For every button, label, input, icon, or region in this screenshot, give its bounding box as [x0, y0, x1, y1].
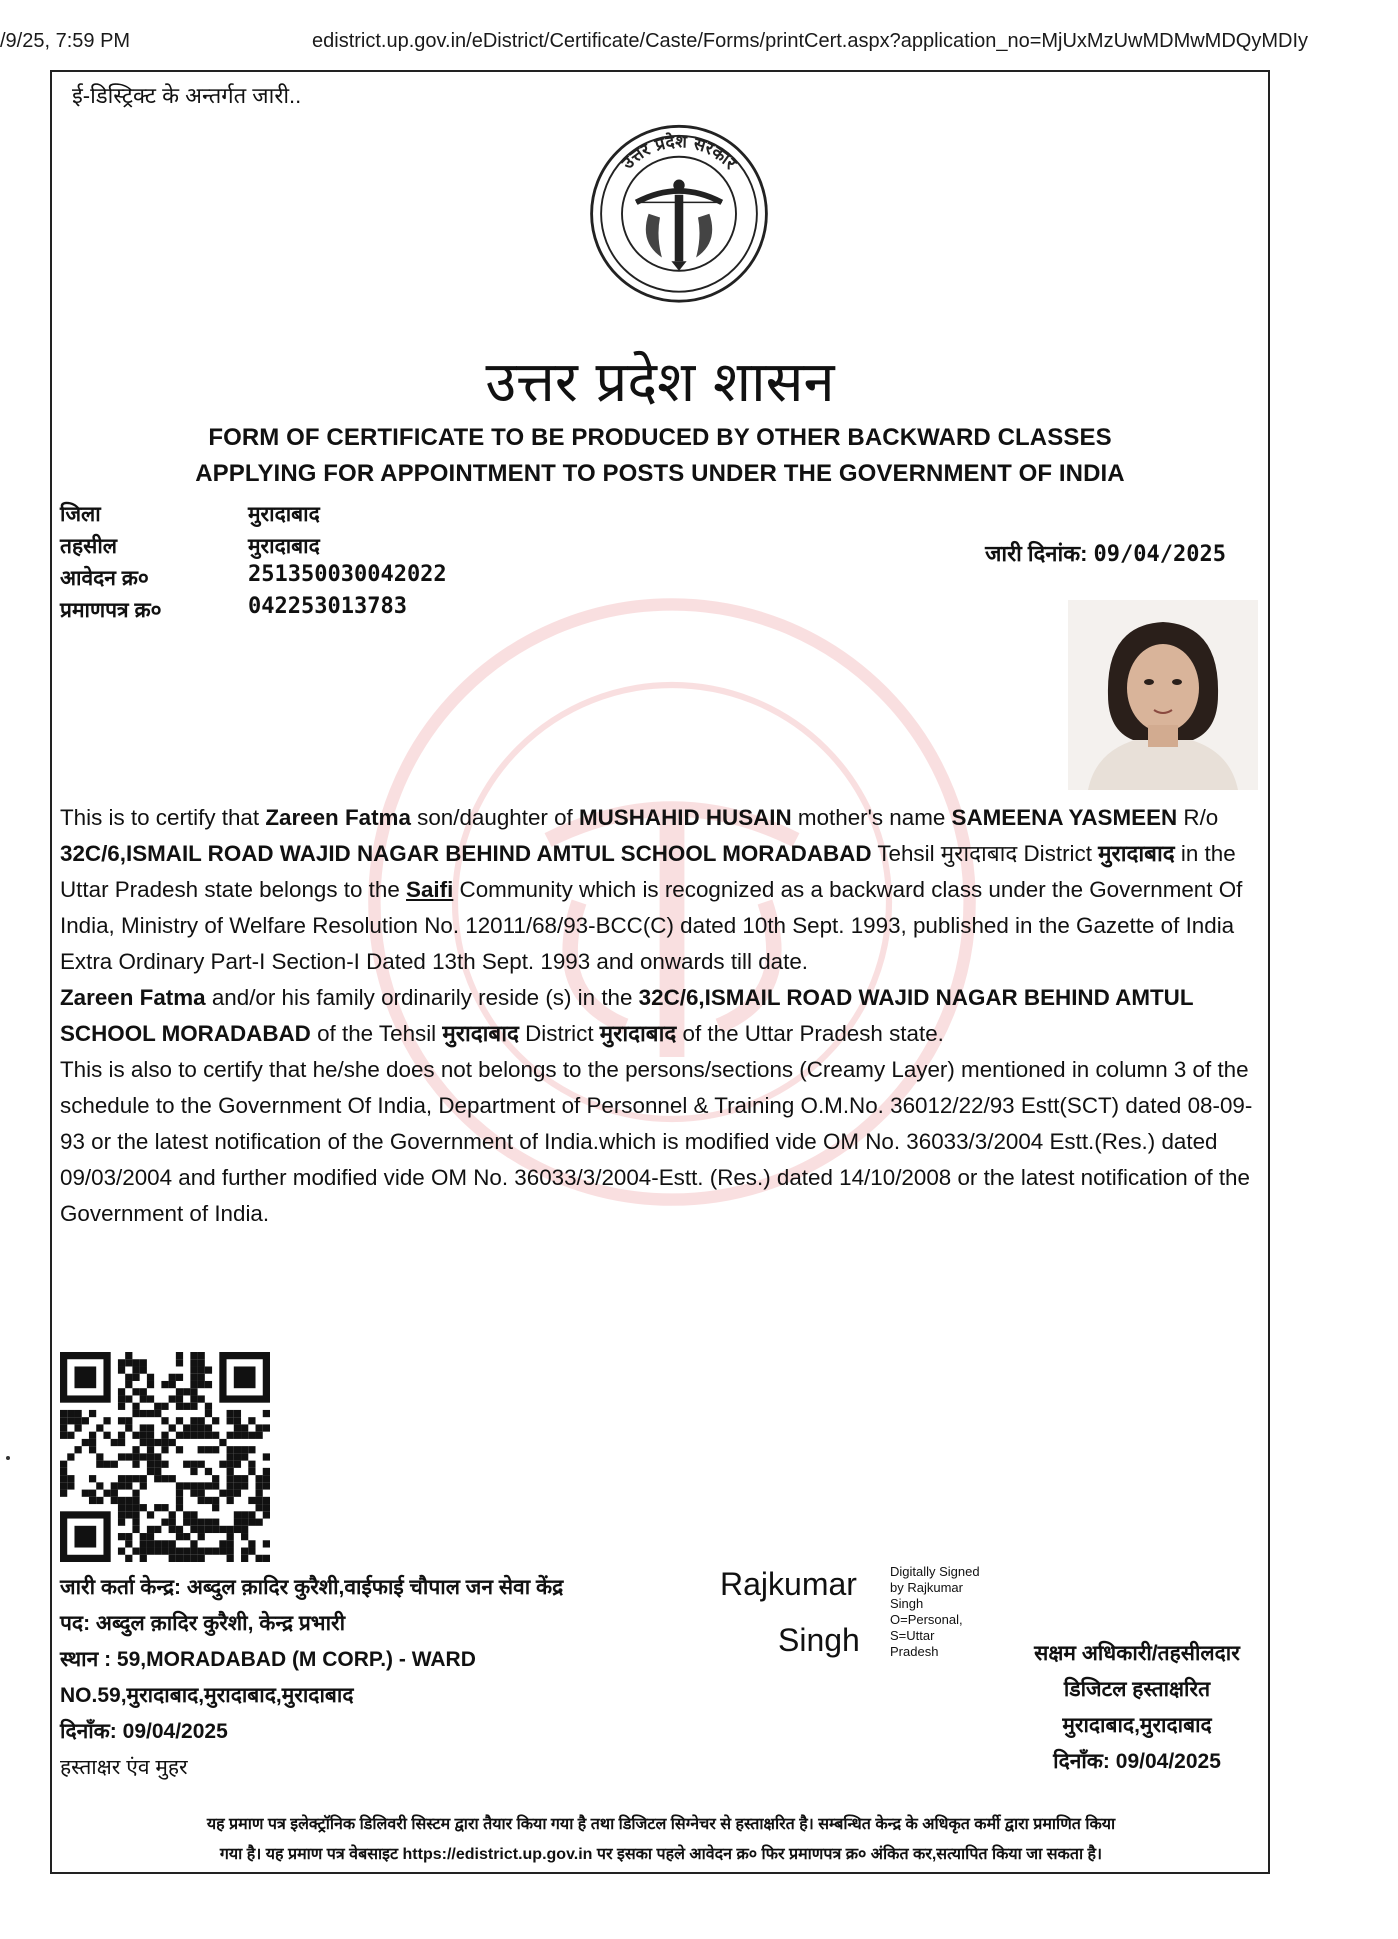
margin-dot: [6, 1456, 10, 1460]
father-name: MUSHAHID HUSAIN: [578, 805, 792, 830]
issue-date-value: 09/04/2025: [1093, 542, 1226, 567]
certificate-body: [60, 800, 1258, 1232]
issuer-seal-label: हस्ताक्षर एंव मुहर: [60, 1756, 188, 1779]
issuer-block: [60, 1570, 563, 1786]
community-name: Saifi: [406, 877, 454, 902]
applicant-name: Zareen Fatma: [265, 805, 411, 830]
district-bold: मुरादाबाद: [1098, 841, 1175, 866]
mother-name: SAMEENA YASMEEN: [951, 805, 1178, 830]
footer-line-1: यह प्रमाण पत्र इलेक्ट्रॉनिक डिलिवरी सिस्टम द्वारा तैयार किया गया है तथा डिजिटल सिग्नेचर से हस्ताक्षरित है। सम्बन्धित केन्द्र के अधिकृत कर्मी द्वारा प्रमाणित किया: [206, 1816, 1116, 1833]
district-value: मुरादाबाद: [248, 503, 320, 526]
district-label: जिला: [60, 503, 101, 526]
officer-signed: डिजिटल हस्ताक्षरित: [1063, 1678, 1211, 1701]
form-title-line-1: FORM OF CERTIFICATE TO BE PRODUCED BY OTHER BACKWARD CLASSES: [208, 424, 1112, 451]
officer-block: [1022, 1636, 1252, 1780]
qr-code: [60, 1352, 270, 1562]
officer-date: दिनाँक: 09/04/2025: [1053, 1750, 1221, 1773]
issue-date: [985, 538, 1226, 568]
certificate-number-value: 042253013783: [248, 594, 407, 619]
officer-place: मुरादाबाद,मुरादाबाद: [1062, 1714, 1212, 1737]
print-header: [0, 30, 1398, 60]
issuer-date: दिनाँक: 09/04/2025: [60, 1720, 228, 1743]
issuer-post: पद: अब्दुल क़ादिर कुरैशी, केन्द्र प्रभारी: [60, 1612, 346, 1635]
signer-name-line-2: Singh: [778, 1622, 860, 1658]
up-government-emblem: [584, 118, 774, 338]
officer-title: सक्षम अधिकारी/तहसीलदार: [1034, 1642, 1240, 1665]
issuer-place-line-1: स्थान : 59,MORADABAD (M CORP.) - WARD: [60, 1648, 476, 1671]
body-paragraph-1: This is to certify that Zareen Fatma son/daughter of MUSHAHID HUSAIN mother's name SAMEENA YASMEEN R/o 32C/6,ISMAIL ROAD WAJID NAGAR BEHIND AMTUL SCHOOL MORADABAD Tehsil मुरादाबाद District मुरादाबाद in the Uttar Pradesh state belongs to the Saifi Community which is recognized as a backward class under the Government Of India, Ministry of Welfare Resolution No. 12011/68/93-BCC(C) dated 10th Sept. 1993, published in the Gazette of India Extra Ordinary Part-I Section-I Dated 13th Sept. 1993 and onwards till date.: [60, 805, 1243, 974]
applicant-photo: [1068, 600, 1258, 790]
emblem-text: उत्तर प्रदेश सरकार: [618, 132, 741, 174]
body-paragraph-2: Zareen Fatma and/or his family ordinarily reside (s) in the 32C/6,ISMAIL ROAD WAJID NAGAR BEHIND AMTUL SCHOOL MORADABAD of the Tehsil मुरादाबाद District मुरादाबाद of the Uttar Pradesh state.: [60, 985, 1194, 1046]
print-url: edistrict.up.gov.in/eDistrict/Certificate/Caste/Forms/printCert.aspx?application_no=MjUxMzUwMDMwMDQyMDIy: [312, 30, 1309, 52]
footer-note: [72, 1810, 1250, 1870]
issued-under-text: ई-डिस्ट्रिक्ट के अन्तर्गत जारी..: [72, 83, 302, 108]
residence-address: 32C/6,ISMAIL ROAD WAJID NAGAR BEHIND AMTUL SCHOOL MORADABAD: [60, 841, 872, 866]
certificate-number-label: प्रमाणपत्र क्र०: [60, 599, 162, 622]
form-title-line-2: APPLYING FOR APPOINTMENT TO POSTS UNDER THE GOVERNMENT OF INDIA: [195, 460, 1125, 487]
issue-date-label: जारी दिनांक:: [985, 541, 1088, 566]
tehsil-value: मुरादाबाद: [248, 535, 320, 558]
resident-district: मुरादाबाद: [599, 1021, 677, 1046]
application-number-value: 251350030042022: [248, 562, 447, 587]
digital-signature-details: Digitally Signed by Rajkumar Singh O=Personal, S=Uttar Pradesh: [890, 1564, 980, 1659]
resident-address: 32C/6,ISMAIL ROAD WAJID NAGAR BEHIND AMTUL SCHOOL MORADABAD: [60, 985, 1194, 1046]
issuer-center: जारी कर्ता केन्द्र: अब्दुल क़ादिर कुरैशी,वाईफाई चौपाल जन सेवा केंद्र: [60, 1576, 564, 1599]
tehsil-label: तहसील: [60, 535, 117, 558]
body-paragraph-3: This is also to certify that he/she does not belongs to the persons/sections (Creamy Layer) mentioned in column 3 of the schedule to the Government Of India, Department of Personnel & Training O.M.No. 36012/22/93 Estt(SCT) dated 08-09-93 or the latest notification of the Government of India.which is modified vide OM No. 36033/3/2004 Estt.(Res.) dated 09/03/2004 and further modified vide OM No. 36033/3/2004-Estt. (Res.) dated 14/10/2008 or the latest notification of the Government of India.: [60, 1057, 1253, 1226]
print-timestamp: /9/25, 7:59 PM: [0, 30, 131, 52]
certificate-frame: [50, 70, 1270, 1874]
government-title: उत्तर प्रदेश शासन: [485, 350, 835, 415]
issuer-place-line-2: NO.59,मुरादाबाद,मुरादाबाद,मुरादाबाद: [60, 1684, 354, 1707]
application-number-label: आवेदन क्र०: [60, 567, 149, 590]
footer-line-2: गया है। यह प्रमाण पत्र वेबसाइट https://edistrict.up.gov.in पर इसका पहले आवेदन क्र० फिर प्रमाणपत्र क्र० अंकित कर,सत्यापित किया जा सकता है।: [219, 1846, 1103, 1863]
signer-name-line-1: Rajkumar: [720, 1566, 857, 1602]
resident-name: Zareen Fatma: [60, 985, 206, 1010]
resident-tehsil: मुरादाबाद: [442, 1021, 519, 1046]
